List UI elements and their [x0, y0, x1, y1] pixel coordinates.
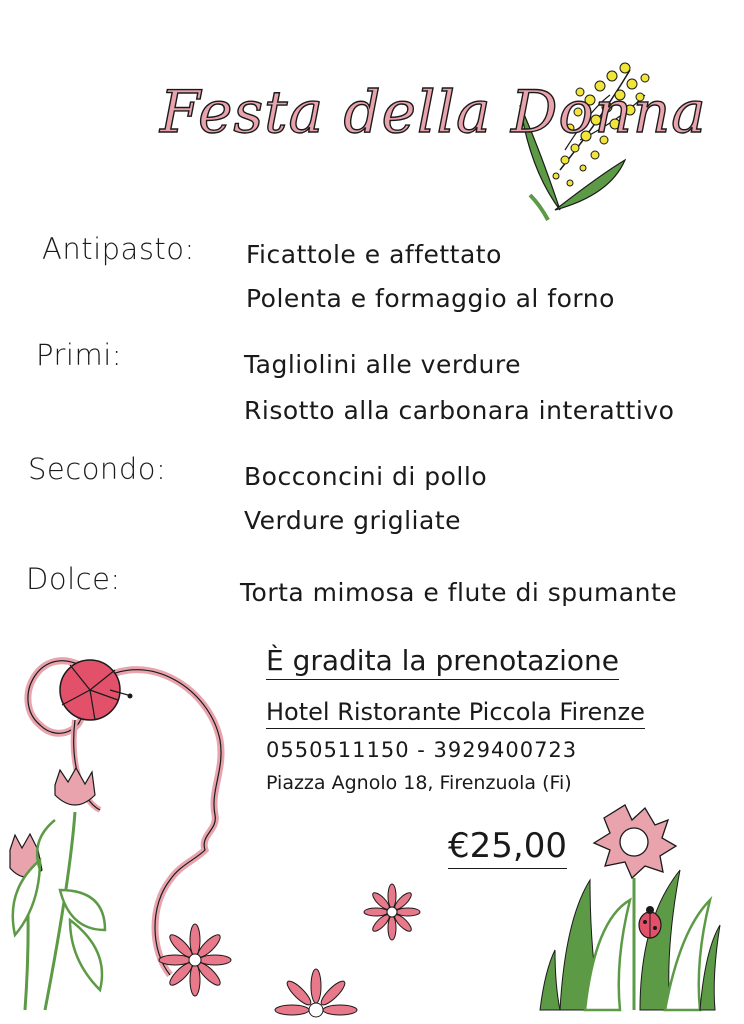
venue-name: Hotel Ristorante Piccola Firenze: [266, 698, 645, 729]
dish-item: Tagliolini alle verdure: [244, 350, 522, 379]
page-title: Festa della Donna: [160, 78, 707, 146]
phone-numbers: 0550511150 - 3929400723: [266, 738, 578, 762]
dish-item: Bocconcini di pollo: [244, 462, 488, 491]
address: Piazza Agnolo 18, Firenzuola (Fi): [266, 772, 572, 794]
course-name-primi: Primi:: [36, 338, 123, 372]
daisy-icon: [159, 884, 420, 1017]
dish-item: Torta mimosa e flute di spumante: [240, 578, 678, 607]
course-name-secondo: Secondo:: [28, 452, 167, 486]
dish-item: Verdure grigliate: [244, 506, 462, 535]
price: €25,00: [448, 826, 567, 869]
dish-item: Ficattole e affettato: [246, 240, 502, 269]
grass-icon: [540, 805, 720, 1010]
course-name-dolce: Dolce:: [26, 562, 121, 596]
dish-item: Polenta e formaggio al forno: [246, 284, 615, 313]
reservation-note: È gradita la prenotazione: [266, 644, 619, 680]
course-name-antipasto: Antipasto:: [42, 232, 195, 266]
dish-item: Risotto alla carbonara interattivo: [244, 396, 675, 425]
